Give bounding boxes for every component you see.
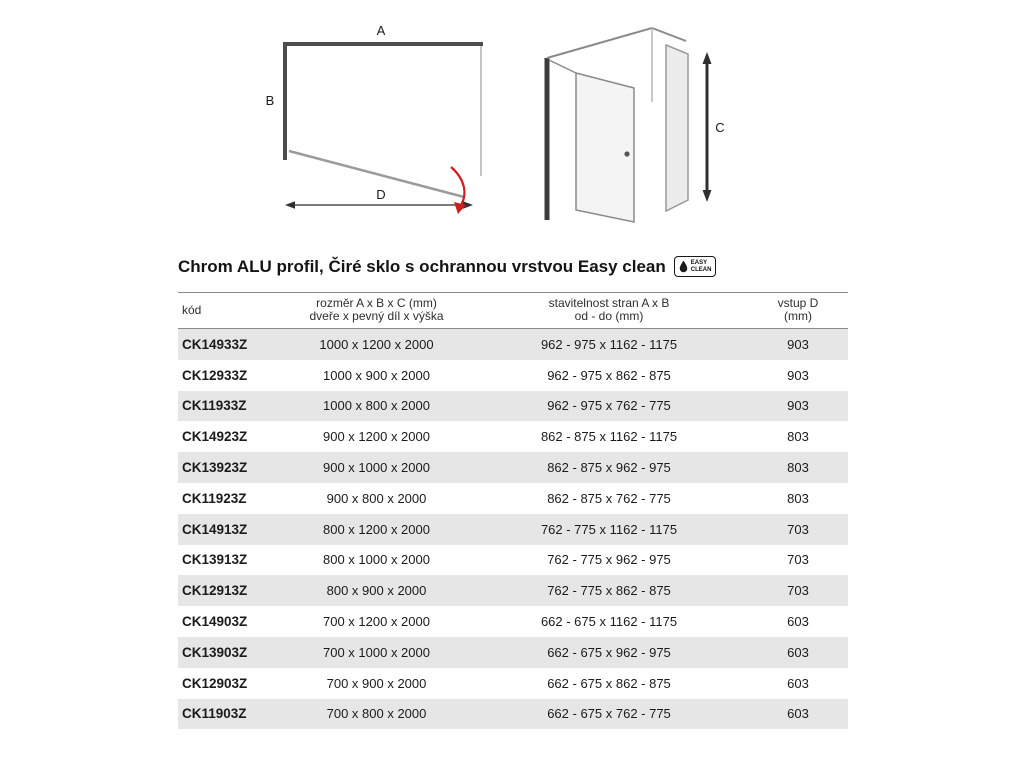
header-line: (mm) — [784, 309, 812, 323]
cell-dimensions: 800 x 1000 x 2000 — [323, 552, 430, 568]
table-row — [178, 637, 848, 668]
cell-entry: 903 — [787, 336, 809, 352]
table-row — [178, 575, 848, 606]
cell-adjustability: 962 - 975 x 762 - 775 — [547, 398, 671, 414]
cell-dimensions: 1000 x 900 x 2000 — [323, 367, 430, 383]
cell-entry: 603 — [787, 644, 809, 660]
cell-code: CK13923Z — [182, 460, 248, 476]
cell-entry: 603 — [787, 706, 809, 722]
wall-outline — [283, 42, 483, 160]
header-line: rozměr A x B x C (mm) — [316, 296, 437, 310]
cell-adjustability: 762 - 775 x 862 - 875 — [547, 583, 671, 599]
cell-dimensions: 800 x 1200 x 2000 — [323, 521, 430, 537]
table-body — [178, 329, 848, 730]
cell-code: CK11933Z — [182, 398, 247, 414]
dimension-arrow-d — [285, 201, 473, 209]
cell-code: CK11923Z — [182, 490, 247, 506]
table-row — [178, 329, 848, 360]
door-swing-arrow-icon — [451, 167, 466, 214]
cell-entry: 803 — [787, 490, 809, 506]
cell-dimensions: 1000 x 800 x 2000 — [323, 398, 430, 414]
cell-adjustability: 962 - 975 x 862 - 875 — [547, 367, 671, 383]
spec-table — [178, 292, 848, 729]
door-panel — [549, 60, 634, 222]
header-line: stavitelnost stran A x B — [548, 296, 670, 310]
section-title-row — [178, 256, 716, 277]
cell-dimensions: 700 x 900 x 2000 — [326, 675, 427, 691]
table-header — [178, 293, 848, 329]
cell-adjustability: 762 - 775 x 1162 - 1175 — [540, 521, 678, 537]
table-row — [178, 699, 848, 730]
cell-dimensions: 700 x 1000 x 2000 — [323, 644, 430, 660]
table-row — [178, 452, 848, 483]
cell-code: CK13903Z — [182, 644, 248, 660]
easy-clean-badge-text — [691, 260, 712, 273]
table-row — [178, 668, 848, 699]
cell-code: CK14923Z — [182, 429, 248, 445]
dimension-arrow-c — [703, 52, 712, 202]
dimension-label-c: C — [715, 120, 725, 135]
col-header-vstup — [748, 293, 848, 329]
cell-code: CK14913Z — [182, 521, 248, 537]
cell-entry: 603 — [787, 675, 809, 691]
dimension-label-a: A — [376, 23, 386, 38]
cell-code: CK12913Z — [182, 583, 248, 599]
cell-adjustability: 762 - 775 x 962 - 975 — [547, 552, 671, 568]
cell-adjustability: 662 - 675 x 1162 - 1175 — [540, 614, 678, 630]
cell-entry: 903 — [787, 398, 809, 414]
droplet-icon — [679, 260, 688, 273]
cell-adjustability: 662 - 675 x 862 - 875 — [547, 675, 671, 691]
cell-dimensions: 800 x 900 x 2000 — [326, 583, 427, 599]
cell-adjustability: 962 - 975 x 1162 - 1175 — [540, 336, 678, 352]
cell-adjustability: 862 - 875 x 962 - 975 — [547, 460, 671, 476]
header-line: dveře x pevný díl x výška — [309, 309, 444, 323]
table-row — [178, 391, 848, 422]
header-line: vstup D — [777, 296, 819, 310]
cell-dimensions: 700 x 1200 x 2000 — [323, 614, 430, 630]
cell-adjustability: 662 - 675 x 962 - 975 — [547, 644, 671, 660]
table-row — [178, 545, 848, 576]
cell-code: CK12903Z — [182, 675, 248, 691]
table-row — [178, 483, 848, 514]
col-header-kod — [178, 293, 283, 329]
header-row — [178, 293, 848, 329]
cell-entry: 903 — [787, 367, 809, 383]
cell-adjustability: 862 - 875 x 762 - 775 — [547, 490, 671, 506]
cell-code: CK12933Z — [182, 367, 248, 383]
cell-code: CK14933Z — [182, 336, 248, 352]
badge-line: CLEAN — [690, 266, 712, 273]
table-row — [178, 606, 848, 637]
plan-diagram — [240, 18, 490, 223]
easy-clean-badge — [674, 256, 717, 277]
cell-adjustability: 662 - 675 x 762 - 775 — [547, 706, 671, 722]
cell-entry: 603 — [787, 614, 809, 630]
cell-entry: 703 — [787, 552, 809, 568]
table-row — [178, 514, 848, 545]
dimension-label-b: B — [265, 93, 275, 108]
cell-adjustability: 862 - 875 x 1162 - 1175 — [540, 429, 678, 445]
cell-entry: 703 — [787, 583, 809, 599]
perspective-diagram — [528, 14, 733, 234]
dimension-label-d: D — [376, 187, 386, 202]
header-line: kód — [182, 302, 202, 317]
cell-dimensions: 700 x 800 x 2000 — [326, 706, 427, 722]
cell-dimensions: 900 x 1000 x 2000 — [323, 460, 430, 476]
cell-code: CK14903Z — [182, 614, 248, 630]
page-title: Chrom ALU profil, Čiré sklo s ochrannou vrstvou Easy clean — [178, 256, 666, 276]
badge-line: EASY — [690, 260, 708, 266]
col-header-stavitelnost — [470, 293, 748, 329]
header-line: od - do (mm) — [574, 309, 644, 323]
cell-dimensions: 1000 x 1200 x 2000 — [319, 336, 434, 352]
cell-code: CK11903Z — [182, 706, 247, 722]
cell-entry: 803 — [787, 460, 809, 476]
cell-dimensions: 900 x 800 x 2000 — [326, 490, 427, 506]
cell-entry: 803 — [787, 429, 809, 445]
table-row — [178, 421, 848, 452]
table-row — [178, 360, 848, 391]
cell-code: CK13913Z — [182, 552, 248, 568]
cell-entry: 703 — [787, 521, 809, 537]
cell-dimensions: 900 x 1200 x 2000 — [323, 429, 430, 445]
door-handle — [624, 151, 629, 156]
col-header-rozmer — [283, 293, 470, 329]
fixed-glass-panel — [666, 45, 688, 211]
